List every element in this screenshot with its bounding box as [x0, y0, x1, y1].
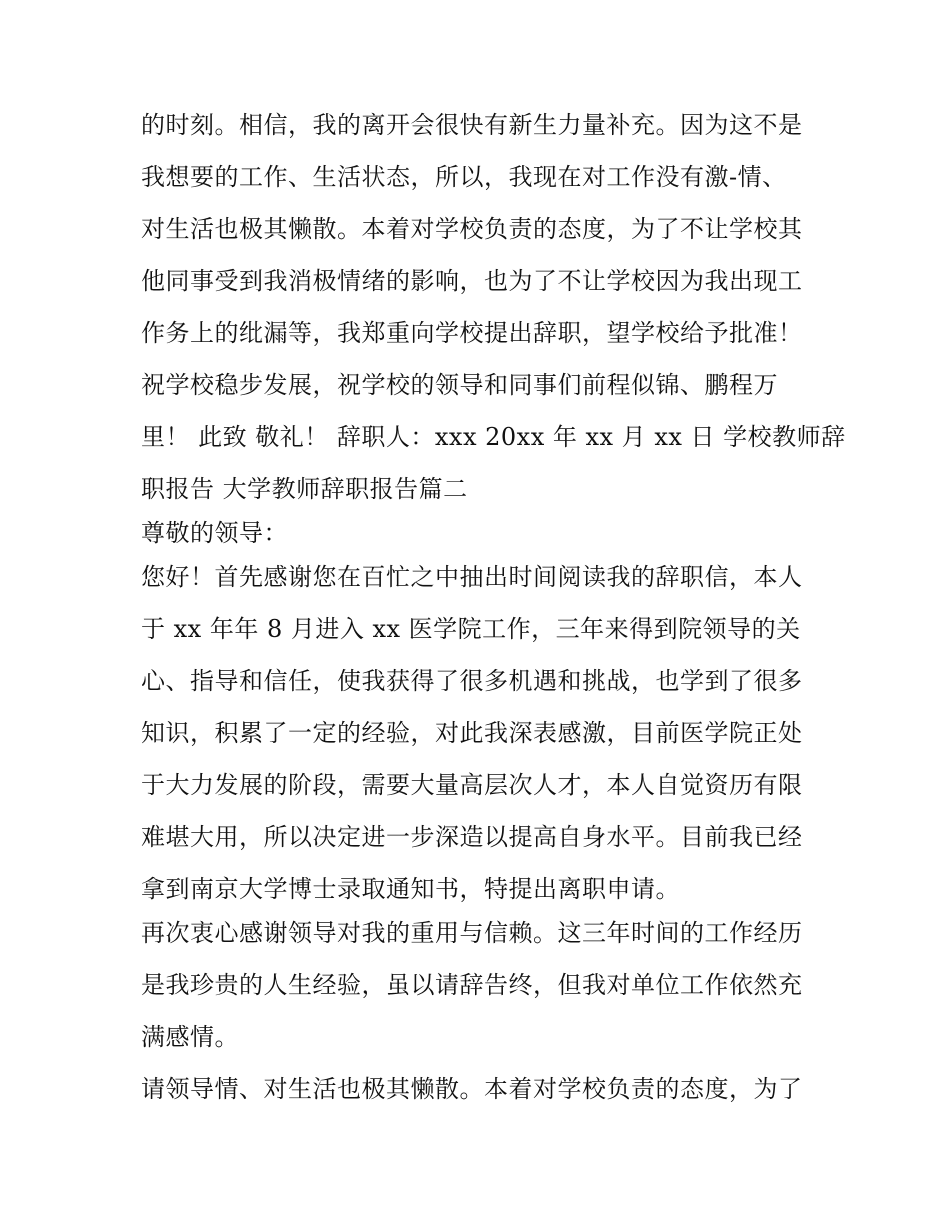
- text-line: 作务上的纰漏等，我郑重向学校提出辞职，望学校给予批准！: [141, 319, 803, 347]
- text-line: 我想要的工作、生活状态，所以，我现在对工作没有激-情、: [141, 163, 787, 191]
- text-line: 他同事受到我消极情绪的影响，也为了不让学校因为我出现工: [141, 267, 803, 295]
- text-line: 职报告 大学教师辞职报告篇二: [141, 475, 468, 503]
- text-line: 难堪大用，所以决定进一步深造以提高自身水平。目前我已经: [141, 823, 803, 851]
- text-line: 再次衷心感谢领导对我的重用与信赖。这三年时间的工作经历: [141, 919, 803, 947]
- text-line: 于大力发展的阶段，需要大量高层次人才，本人自觉资历有限: [141, 771, 803, 799]
- text-line: 满感情。: [141, 1023, 239, 1051]
- text-line: 的时刻。相信，我的离开会很快有新生力量补充。因为这不是: [141, 111, 803, 139]
- text-line: 知识，积累了一定的经验，对此我深表感激，目前医学院正处: [141, 719, 803, 747]
- text-line: 祝学校稳步发展，祝学校的领导和同事们前程似锦、鹏程万: [141, 371, 778, 399]
- text-line: 您好！首先感谢您在百忙之中抽出时间阅读我的辞职信，本人: [141, 563, 803, 591]
- text-line: 拿到南京大学博士录取通知书，特提出离职申请。: [141, 875, 680, 903]
- text-line: 请领导情、对生活也极其懒散。本着对学校负责的态度，为了: [141, 1075, 803, 1103]
- text-line: 对生活也极其懒散。本着对学校负责的态度，为了不让学校其: [141, 215, 803, 243]
- text-line: 于 xx 年年 8 月进入 xx 医学院工作，三年来得到院领导的关: [141, 615, 801, 643]
- salutation: 尊敬的领导：: [141, 519, 288, 547]
- text-line: 心、指导和信任，使我获得了很多机遇和挑战，也学到了很多: [141, 667, 803, 695]
- document-body: [141, 108, 846, 1124]
- text-line: 里！ 此致 敬礼！ 辞职人：xxx 20xx 年 xx 月 xx 日 学校教师辞: [141, 423, 846, 451]
- text-line: 是我珍贵的人生经验，虽以请辞告终，但我对单位工作依然充: [141, 971, 803, 999]
